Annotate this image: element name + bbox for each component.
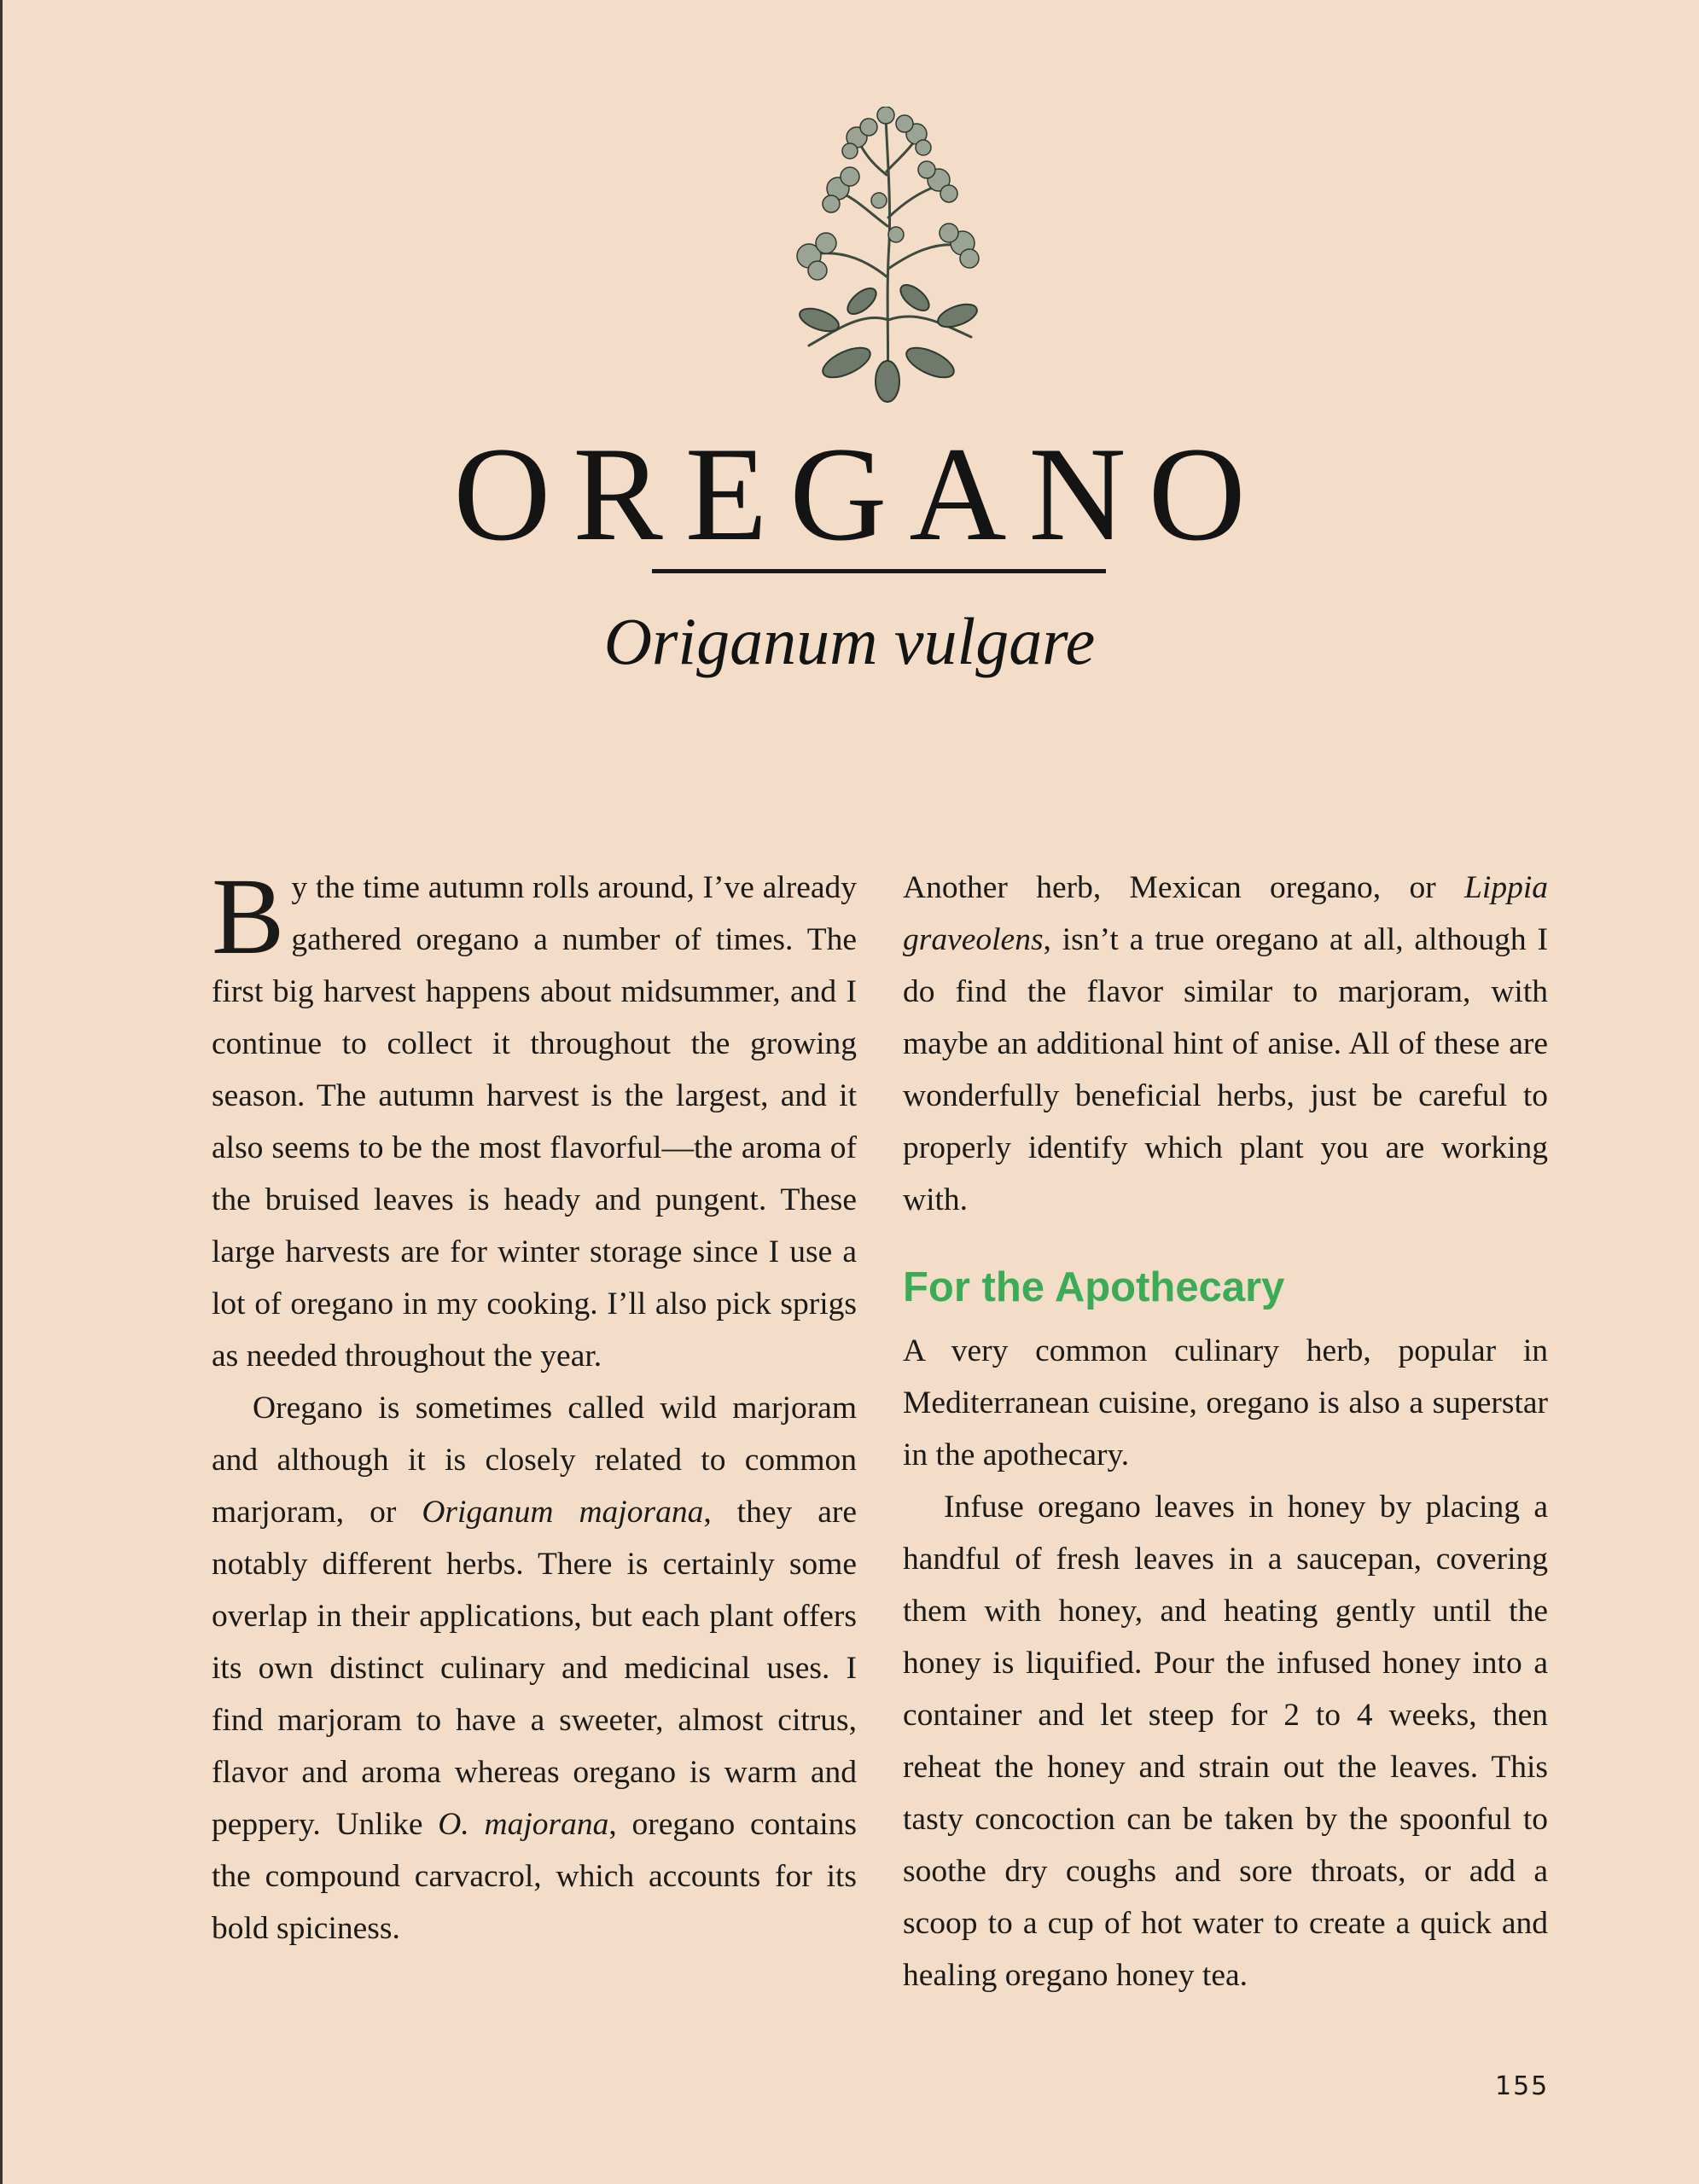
page-edge-rule [0,0,3,2184]
right-column [903,862,1548,2001]
page-number: 155 [1495,2071,1550,2101]
marjoram-paragraph [212,1382,857,1955]
honey-paragraph: Infuse oregano leaves in honey by placing a handful of fresh leaves in a saucepan, covering them with honey, and heating gently until the honey is liquified. Pour the infused honey into a container and let steep for 2 to 4 weeks, then reheat the honey and strain out the leaves. This tasty concoction can be taken by the spoonful to soothe dry coughs and sore throats, or add a scoop to a cup of hot water to create a quick and healing oregano honey tea. [903,1490,1548,1993]
section-heading: For the Apothecary [903,1264,1285,1310]
paragraph-text: Another herb, Mexican oregano, or [903,870,1465,905]
paragraph-text: , oregano contains the compound carvacrol, which accounts for its bold spiciness. [212,1807,857,1946]
drop-cap: B [212,856,285,977]
title-divider [652,569,1106,573]
apothecary-paragraph: A very common culinary herb, popular in Mediterranean cuisine, oregano is also a superstar in the apothecary. [903,1333,1548,1472]
oregano-sprig-illustration [768,107,1007,405]
page-title: OREGANO [453,420,1268,569]
paragraph-text: , isn’t a true oregano at all, although I do find the flavor similar to marjoram, with maybe an additional hint of anise. All of these are wonderfully beneficial herbs, just be careful to properly identify which plant you are working with. [903,922,1548,1217]
mexican-oregano-paragraph [903,862,1548,1226]
paragraph-text: , they are notably different herbs. There is certainly some overlap in their applications, but each plant offers its own distinct culinary and medicinal uses. I find marjoram to have a sweeter, almost citrus, flavor and aroma whereas oregano is warm and peppery. Unlike [212,1495,857,1842]
paragraph-text: Oregano is sometimes called wild marjoram and although it is closely related to common marjoram, or [212,1391,857,1530]
intro-paragraph [212,856,857,1382]
latin-term: Lippia graveolens [903,870,1548,957]
latin-term: Origanum majorana [422,1495,704,1530]
latin-term: O. majorana [438,1807,609,1842]
intro-text: y the time autumn rolls around, I’ve already gathered oregano a number of times. The first big harvest happens about midsummer, and I continue to collect it throughout the growing season. The autumn harvest is the largest, and it also seems to be the most flavorful—the aroma of the bruised leaves is heady and pungent. These large harvests are for winter storage since I use a lot of oregano in my cooking. I’ll also pick sprigs as needed throughout the year. [212,870,857,1374]
latin-name-subtitle: Origanum vulgare [603,604,1096,678]
left-column [212,856,857,1955]
